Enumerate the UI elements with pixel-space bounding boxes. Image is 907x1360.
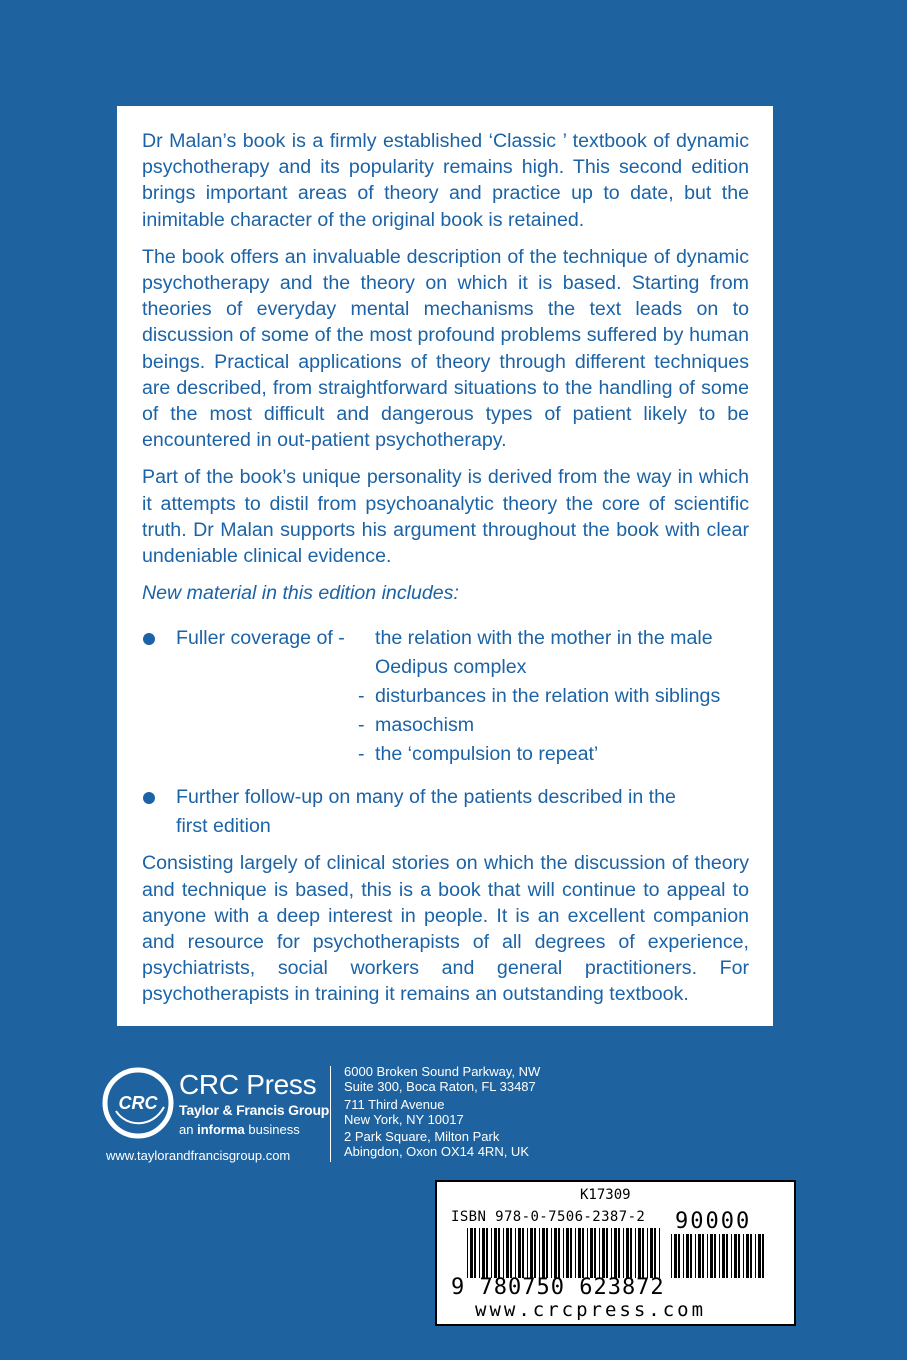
blurb-panel [117, 106, 773, 1026]
publisher-group: Taylor & Francis Group [179, 1102, 330, 1118]
barcode-bar [614, 1228, 617, 1278]
barcode-bar [647, 1228, 648, 1278]
barcode-bar [758, 1234, 761, 1278]
barcode-bar [534, 1228, 536, 1278]
barcode-bar [594, 1228, 596, 1278]
bullet-item-follow-up [142, 783, 749, 841]
barcode-bar [695, 1234, 696, 1278]
ean-barcode-icon [467, 1228, 663, 1278]
barcode-bar [566, 1228, 569, 1278]
barcode-bar [722, 1234, 725, 1278]
barcode-bar [470, 1228, 473, 1278]
barcode-bar [630, 1228, 632, 1278]
barcode-bar [654, 1228, 656, 1278]
address-line: 2 Park Square, Milton Park [344, 1129, 500, 1144]
barcode-bar [474, 1228, 476, 1278]
barcode-bar [498, 1228, 500, 1278]
barcode-bar [650, 1228, 653, 1278]
address-line: 711 Third Avenue [344, 1097, 445, 1112]
barcode-bar [539, 1228, 540, 1278]
barcode-bar [467, 1228, 468, 1278]
price-code: 90000 [675, 1209, 752, 1234]
divider [330, 1066, 331, 1162]
isbn-text: ISBN 978-0-7506-2387-2 [451, 1209, 646, 1225]
publisher-name: CRC Press [179, 1069, 317, 1100]
address-line: New York, NY 10017 [344, 1112, 464, 1127]
logo-text: CRC [118, 1093, 158, 1113]
barcode-bar [570, 1228, 572, 1278]
barcode-bar [719, 1234, 720, 1278]
coverage-list [358, 624, 738, 769]
barcode-bar [530, 1228, 533, 1278]
barcode-bar [578, 1228, 581, 1278]
barcode-bar [599, 1228, 600, 1278]
barcode-bar [503, 1228, 504, 1278]
barcode-bar [683, 1234, 684, 1278]
barcode-bar [626, 1228, 629, 1278]
address-line: 6000 Broken Sound Parkway, NW [344, 1064, 541, 1079]
barcode-bar [707, 1234, 708, 1278]
barcode-bar [698, 1234, 701, 1278]
bullet-item-coverage [142, 624, 749, 769]
barcode-bar [702, 1234, 704, 1278]
coverage-item: the relation with the mother in the male Oedipus complex [375, 627, 713, 679]
barcode-bar [546, 1228, 548, 1278]
barcode-bar [674, 1234, 677, 1278]
barcode-bar [558, 1228, 560, 1278]
barcode-bar [714, 1234, 716, 1278]
barcode-digits: 9 780750 623872 [451, 1275, 665, 1300]
barcode-panel [435, 1180, 796, 1326]
new-material-intro: New material in this edition includes: [142, 582, 459, 605]
paragraph-2: The book offers an invaluable description of the technique of dynamic psychotherapy and the theory on which it is based. Starting from theories of everyday mental mechanisms the text leads on to discussion of some of the most profound problems suffered by human beings. Practical applications of theory through different techniques are described, from straightforward situations to the handling of some of the most difficult and dangerous types of patient likely to be encountered in out-patient psychotherapy. [142, 245, 749, 452]
barcode-bar [731, 1234, 732, 1278]
barcode-bar [623, 1228, 624, 1278]
barcode-bar [527, 1228, 528, 1278]
barcode-bar [750, 1234, 752, 1278]
bullet-dot-icon [143, 633, 155, 645]
barcode-bar [542, 1228, 545, 1278]
barcode-bar [659, 1228, 660, 1278]
barcode-bar [587, 1228, 588, 1278]
dash-icon: - [358, 743, 365, 766]
barcode-bar [710, 1234, 713, 1278]
barcode-bar [518, 1228, 521, 1278]
barcode-bar [611, 1228, 612, 1278]
barcode-bar [746, 1234, 749, 1278]
address-line: Suite 300, Boca Raton, FL 33487 [344, 1079, 536, 1094]
barcode-bar [686, 1234, 689, 1278]
barcode-bar [738, 1234, 740, 1278]
barcode-bar [690, 1234, 692, 1278]
barcode-bar [522, 1228, 524, 1278]
barcode-bar [563, 1228, 564, 1278]
barcode-bar [602, 1228, 605, 1278]
barcode-bar [486, 1228, 488, 1278]
barcode-bar [635, 1228, 636, 1278]
barcode-bar [479, 1228, 480, 1278]
barcode-bar [515, 1228, 516, 1278]
barcode-bar [551, 1228, 552, 1278]
barcode-bar [494, 1228, 497, 1278]
barcode-bar [726, 1234, 728, 1278]
barcode-bar [582, 1228, 584, 1278]
paragraph-4: Consisting largely of clinical stories on which the discussion of theory and technique is based, this is a book that will continue to appeal to anyone with a deep interest in people. It is an excellent companion and resource for psychotherapists of all degrees of experience, psychiatrists, social workers and general practitioners. For psychotherapists in training it remains an outstanding textbook. [142, 852, 749, 1006]
barcode-bar [554, 1228, 557, 1278]
barcode-bar [642, 1228, 644, 1278]
barcode-bar [510, 1228, 512, 1278]
bullet-lead: Fuller coverage of - [176, 627, 345, 650]
barcode-bar [734, 1234, 737, 1278]
barcode-bar [491, 1228, 492, 1278]
coverage-item: - the ‘compulsion to repeat’ [358, 740, 738, 769]
barcode-bar [638, 1228, 641, 1278]
addon-barcode-icon [671, 1234, 765, 1278]
paragraph-1: Dr Malan’s book is a firmly established ‘Classic ’ textbook of dynamic psychotherapy and its popularity remains high. This second edition brings important areas of theory and practice up to date, but the inimitable character of the original book is retained. [142, 130, 749, 231]
barcode-bar [618, 1228, 620, 1278]
barcode-bar [671, 1234, 672, 1278]
dash-icon: - [358, 714, 365, 737]
dash-icon: - [358, 685, 365, 708]
barcode-bar [482, 1228, 485, 1278]
bullet-dot-icon [143, 792, 155, 804]
coverage-item: - masochism [358, 711, 738, 740]
bullet-text: Further follow-up on many of the patients described in the first edition [176, 786, 676, 838]
barcode-bar [590, 1228, 593, 1278]
address-line: Abingdon, Oxon OX14 4RN, UK [344, 1144, 529, 1159]
product-code: K17309 [580, 1187, 631, 1203]
barcode-bar [678, 1234, 680, 1278]
paragraph-3: Part of the book’s unique personality is derived from the way in which it attempts to distil from psychoanalytic theory the core of scientific truth. Dr Malan supports his argument throughout the book with clear undeniable clinical evidence. [142, 466, 749, 568]
publisher-website: www.taylorandfrancisgroup.com [106, 1148, 291, 1163]
publisher-informa-line: an informa business [179, 1122, 300, 1137]
barcode-bar [606, 1228, 608, 1278]
barcode-bar [575, 1228, 576, 1278]
barcode-bar [743, 1234, 744, 1278]
coverage-item: - disturbances in the relation with siblings [358, 682, 738, 711]
barcode-bar [762, 1234, 764, 1278]
crc-website: www.crcpress.com [475, 1299, 707, 1321]
barcode-bar [755, 1234, 756, 1278]
crc-logo-icon [102, 1067, 174, 1139]
barcode-bar [506, 1228, 509, 1278]
